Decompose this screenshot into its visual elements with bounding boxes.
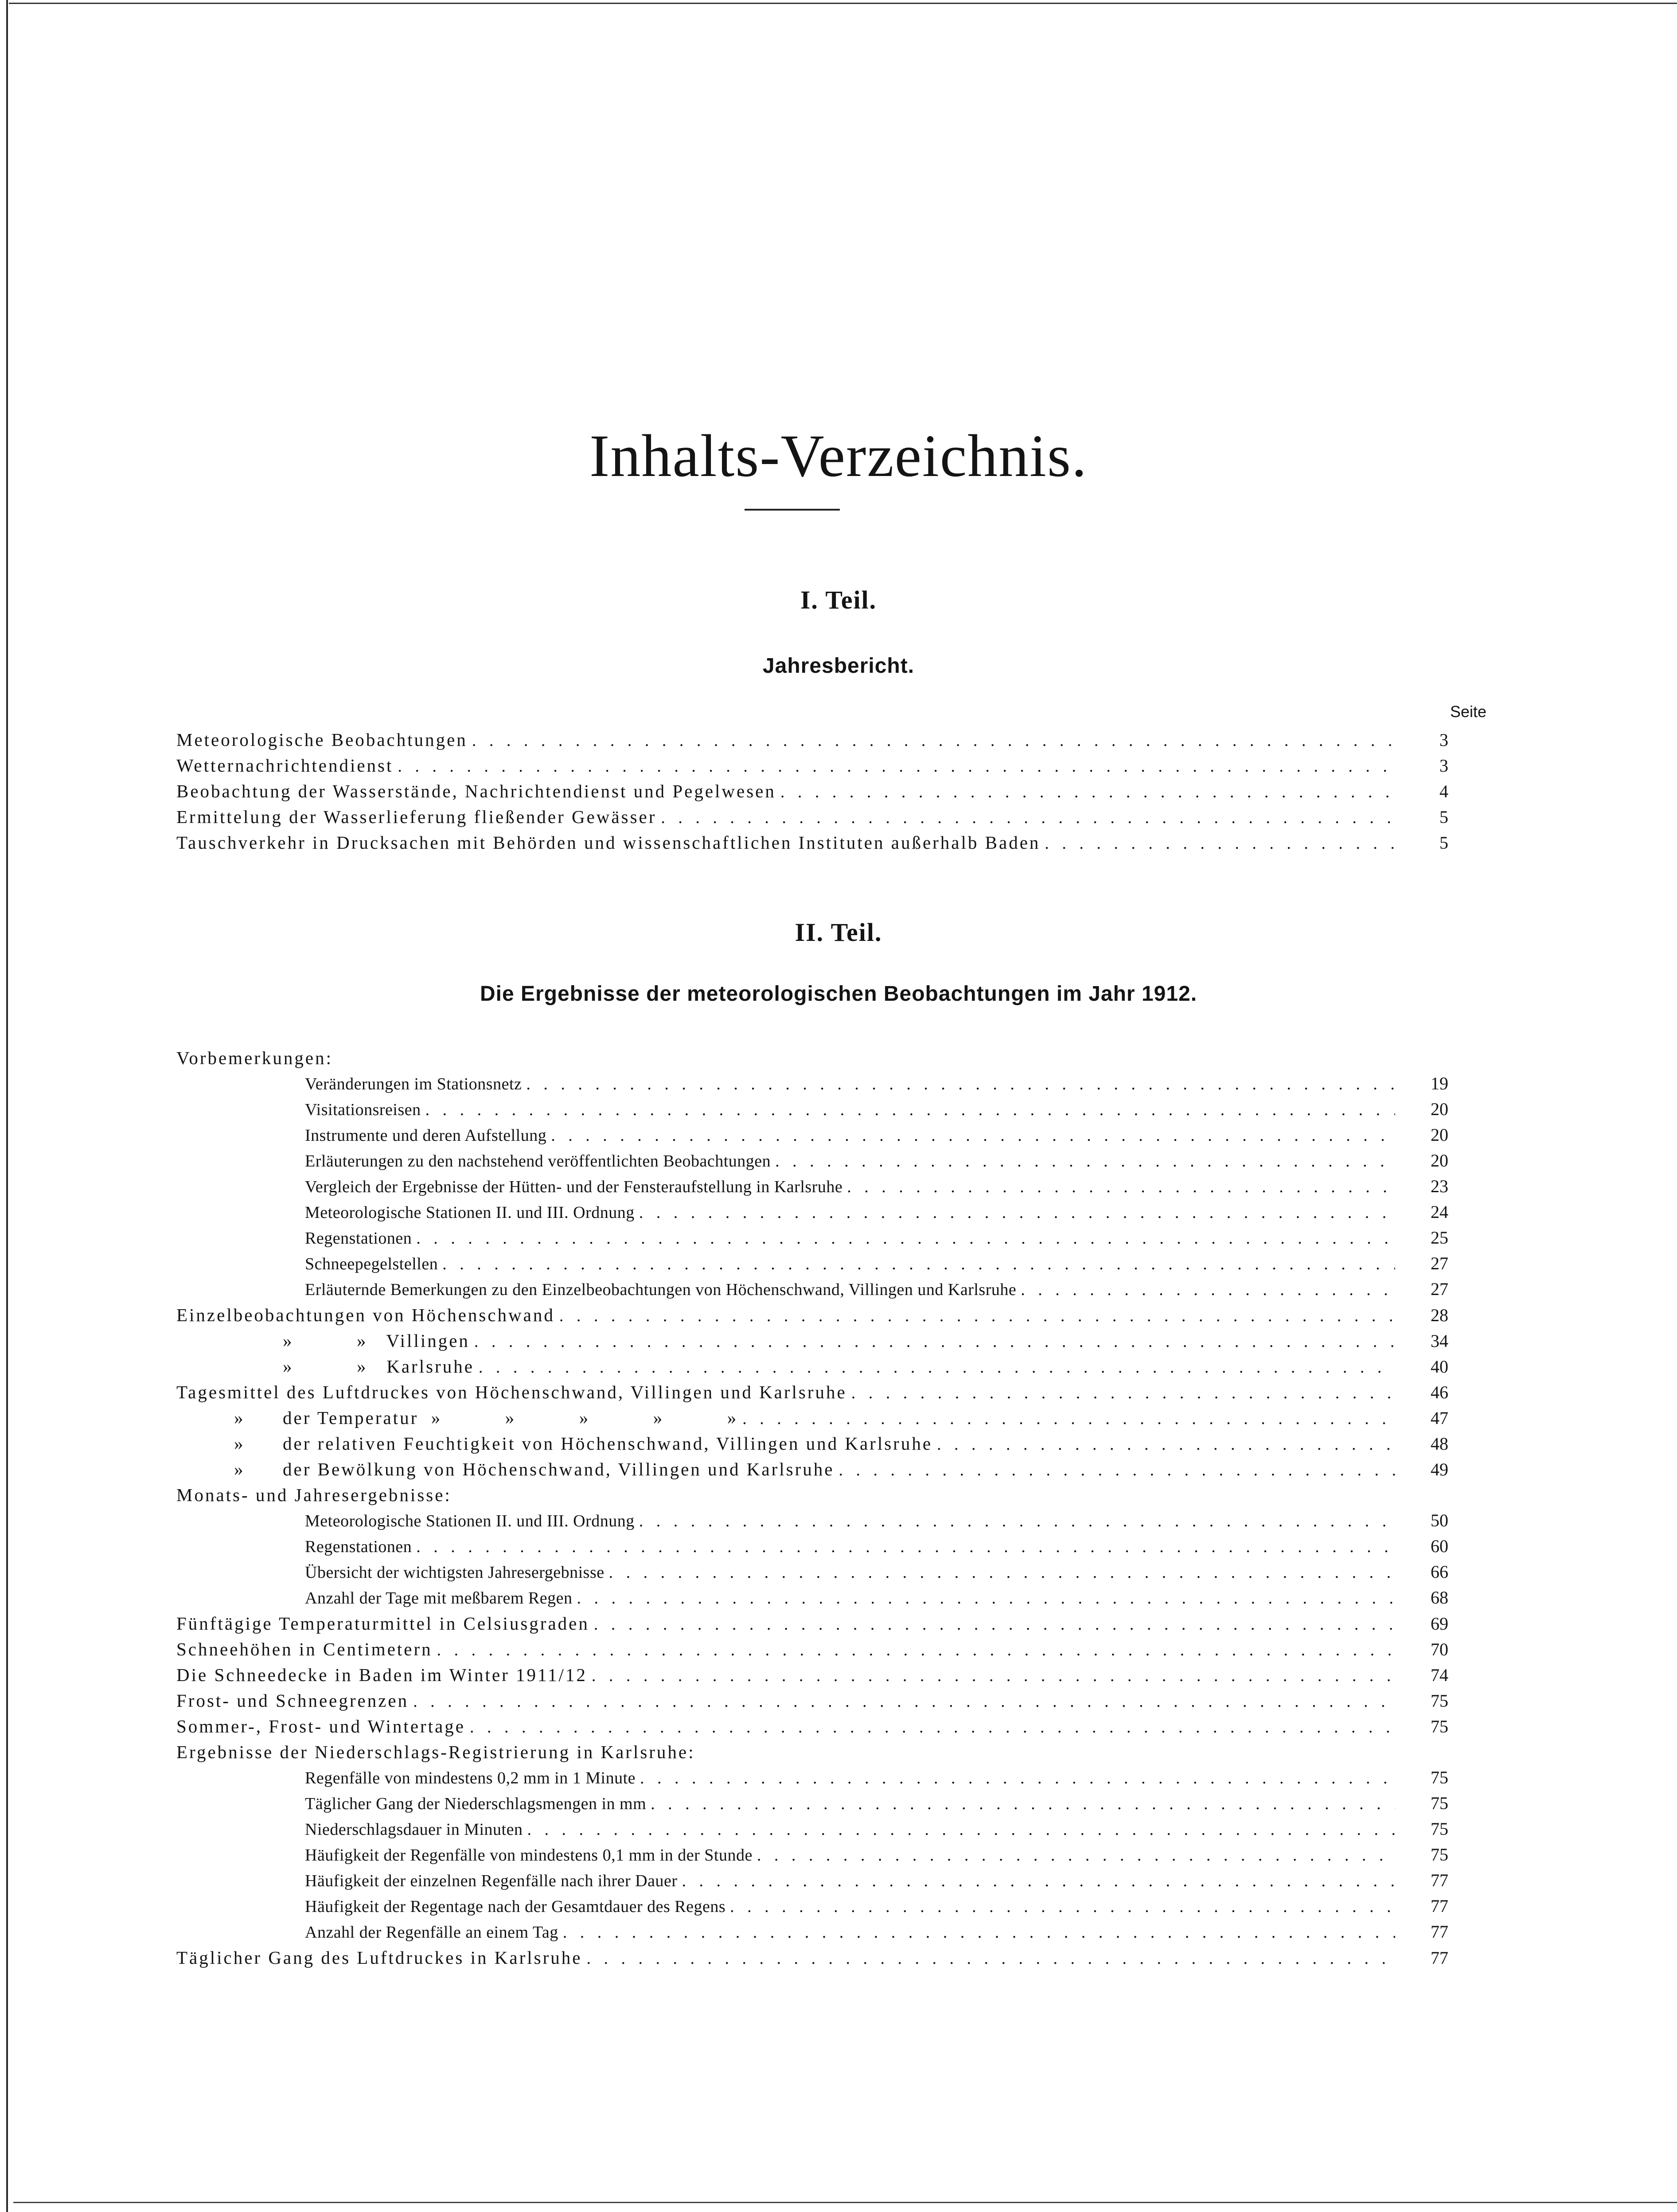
toc-entry-label: Niederschlagsdauer in Minuten bbox=[305, 1820, 523, 1839]
toc-leader bbox=[587, 1663, 1395, 1689]
toc-entry-label: Tagesmittel des Luftdruckes von Höchenschwand, Villingen und Karlsruhe bbox=[176, 1382, 847, 1402]
toc-entry-label: Erläuterungen zu den nachstehend veröffentlichten Beobachtungen bbox=[305, 1152, 771, 1170]
toc-entry-page: 75 bbox=[1431, 1819, 1448, 1839]
toc-entry-label: Anzahl der Regenfälle an einem Tag bbox=[305, 1923, 558, 1942]
toc-entry-label: Anzahl der Tage mit meßbarem Regen bbox=[305, 1589, 573, 1607]
toc-leader bbox=[646, 1791, 1395, 1817]
scan-edge-top bbox=[9, 3, 1677, 4]
toc-entry-page: 49 bbox=[1431, 1459, 1448, 1479]
part-2-toc bbox=[176, 1045, 1448, 1970]
toc-entry bbox=[176, 1611, 1448, 1636]
toc-entry-page: 23 bbox=[1431, 1176, 1448, 1196]
toc-entry-page: 20 bbox=[1431, 1151, 1448, 1170]
toc-entry-page: 75 bbox=[1431, 1793, 1448, 1813]
toc-entry-page: 77 bbox=[1431, 1870, 1448, 1890]
toc-entry-page: 70 bbox=[1431, 1639, 1448, 1659]
toc-entry-page: 75 bbox=[1431, 1767, 1448, 1787]
toc-leader bbox=[409, 1689, 1395, 1714]
toc-entry-ditto bbox=[176, 1354, 1448, 1379]
toc-leader bbox=[635, 1508, 1395, 1534]
toc-leader bbox=[834, 1457, 1395, 1483]
toc-entry-page: 47 bbox=[1431, 1408, 1448, 1428]
toc-leader bbox=[776, 779, 1395, 805]
toc-entry-page: 68 bbox=[1431, 1588, 1448, 1607]
toc-entry-page: 24 bbox=[1431, 1202, 1448, 1222]
toc-entry-label: Schneehöhen in Centimetern bbox=[176, 1639, 433, 1659]
toc-entry bbox=[176, 753, 1448, 778]
toc-entry-page: 75 bbox=[1431, 1717, 1448, 1736]
toc-entry bbox=[176, 1636, 1448, 1662]
toc-leader bbox=[847, 1380, 1395, 1406]
toc-leader bbox=[1040, 831, 1395, 856]
part-1-subtitle: Jahresbericht. bbox=[762, 654, 915, 678]
toc-entry-label: Regenstationen bbox=[305, 1537, 412, 1556]
toc-entry-label: Häufigkeit der einzelnen Regenfälle nach ihrer Dauer bbox=[305, 1872, 678, 1890]
page-column-label: Seite bbox=[1450, 702, 1486, 721]
toc-leader bbox=[412, 1225, 1395, 1251]
toc-entry-page: 75 bbox=[1431, 1691, 1448, 1711]
toc-entry-page: 3 bbox=[1439, 756, 1448, 776]
toc-entry bbox=[176, 1713, 1448, 1739]
toc-leader bbox=[635, 1200, 1395, 1225]
toc-entry-label: Sommer-, Frost- und Wintertage bbox=[176, 1716, 465, 1736]
toc-entry bbox=[176, 1302, 1448, 1328]
toc-entry-label: Instrumente und deren Aufstellung bbox=[305, 1126, 547, 1145]
toc-entry-label: » » Karlsruhe bbox=[283, 1356, 474, 1377]
toc-entry-label: Veränderungen im Stationsnetz bbox=[305, 1075, 522, 1093]
toc-subentry bbox=[176, 1225, 1448, 1251]
toc-entry-label: Ermittelung der Wasserlieferung fließender Gewässer bbox=[176, 807, 657, 827]
toc-leader bbox=[738, 1406, 1395, 1432]
toc-entry-label: » der Temperatur » » » » » bbox=[234, 1408, 738, 1428]
toc-section-heading bbox=[176, 1739, 1448, 1765]
toc-entry-ditto bbox=[176, 1456, 1448, 1482]
toc-entry-label: » der Bewölkung von Höchenschwand, Villingen und Karlsruhe bbox=[234, 1459, 835, 1479]
toc-entry-label: Regenfälle von mindestens 0,2 mm in 1 Minute bbox=[305, 1769, 636, 1787]
toc-subentry bbox=[176, 1816, 1448, 1842]
toc-entry-ditto bbox=[176, 1431, 1448, 1456]
toc-subentry bbox=[176, 1533, 1448, 1559]
toc-leader bbox=[753, 1842, 1395, 1868]
toc-entry bbox=[176, 1945, 1448, 1970]
toc-entry-page: 69 bbox=[1431, 1614, 1448, 1634]
toc-leader bbox=[522, 1071, 1395, 1097]
toc-entry-label: Frost- und Schneegrenzen bbox=[176, 1690, 409, 1711]
toc-entry bbox=[176, 727, 1448, 753]
toc-entry bbox=[176, 1379, 1448, 1405]
toc-entry-page: 77 bbox=[1431, 1948, 1448, 1968]
toc-entry-page: 60 bbox=[1431, 1536, 1448, 1556]
toc-leader bbox=[842, 1174, 1395, 1200]
toc-entry bbox=[176, 804, 1448, 830]
toc-subentry bbox=[176, 1919, 1448, 1945]
part-2-subtitle: Die Ergebnisse der meteorologischen Beobachtungen im Jahr 1912. bbox=[480, 982, 1197, 1006]
toc-entry-label: Erläuternde Bemerkungen zu den Einzelbeobachtungen von Höchenschwand, Villingen und Karlsruhe bbox=[305, 1280, 1017, 1299]
toc-subentry bbox=[176, 1508, 1448, 1533]
scan-edge-left bbox=[6, 0, 8, 2212]
toc-entry bbox=[176, 1662, 1448, 1688]
page-title: Inhalts-Verzeichnis. bbox=[589, 423, 1088, 490]
toc-entry-page: 27 bbox=[1431, 1279, 1448, 1299]
toc-leader bbox=[438, 1251, 1395, 1277]
toc-section-heading bbox=[176, 1482, 1448, 1508]
toc-subentry bbox=[176, 1893, 1448, 1919]
toc-section-label: Monats- und Jahresergebnisse: bbox=[176, 1485, 452, 1505]
toc-subentry bbox=[176, 1122, 1448, 1148]
toc-entry-page: 20 bbox=[1431, 1125, 1448, 1145]
toc-subentry bbox=[176, 1276, 1448, 1302]
toc-entry-page: 48 bbox=[1431, 1434, 1448, 1454]
toc-entry-page: 34 bbox=[1431, 1331, 1448, 1351]
toc-section-heading bbox=[176, 1045, 1448, 1071]
scan-edge-bottom bbox=[13, 2202, 1677, 2203]
toc-entry-page: 5 bbox=[1439, 807, 1448, 827]
toc-subentry bbox=[176, 1096, 1448, 1122]
toc-leader bbox=[468, 728, 1395, 753]
toc-leader bbox=[433, 1637, 1395, 1663]
toc-entry-label: » der relativen Feuchtigkeit von Höchenschwand, Villingen und Karlsruhe bbox=[234, 1433, 933, 1454]
toc-entry-page: 19 bbox=[1431, 1073, 1448, 1093]
toc-entry-page: 77 bbox=[1431, 1922, 1448, 1942]
toc-leader bbox=[412, 1534, 1395, 1560]
toc-leader bbox=[636, 1765, 1395, 1791]
title-divider bbox=[745, 509, 840, 511]
toc-subentry bbox=[176, 1251, 1448, 1276]
toc-leader bbox=[465, 1714, 1395, 1740]
toc-subentry bbox=[176, 1842, 1448, 1868]
toc-entry-label: Meteorologische Stationen II. und III. Ordnung bbox=[305, 1203, 635, 1222]
toc-entry bbox=[176, 778, 1448, 804]
toc-entry-page: 66 bbox=[1431, 1562, 1448, 1582]
toc-leader bbox=[474, 1354, 1395, 1380]
toc-entry-page: 28 bbox=[1431, 1305, 1448, 1325]
toc-leader bbox=[932, 1432, 1395, 1457]
toc-entry-page: 40 bbox=[1431, 1357, 1448, 1377]
toc-leader bbox=[393, 753, 1395, 779]
toc-leader bbox=[771, 1148, 1395, 1174]
toc-leader bbox=[421, 1097, 1395, 1123]
toc-entry-ditto bbox=[176, 1328, 1448, 1354]
toc-entry-label: Häufigkeit der Regenfälle von mindestens 0,1 mm in der Stunde bbox=[305, 1846, 753, 1865]
toc-subentry bbox=[176, 1174, 1448, 1199]
toc-entry-page: 5 bbox=[1439, 833, 1448, 853]
toc-entry-page: 3 bbox=[1439, 730, 1448, 750]
toc-entry-label: Die Schneedecke in Baden im Winter 1911/12 bbox=[176, 1665, 587, 1685]
toc-entry-page: 75 bbox=[1431, 1845, 1448, 1865]
toc-subentry bbox=[176, 1071, 1448, 1096]
toc-leader bbox=[546, 1123, 1395, 1148]
toc-leader bbox=[582, 1946, 1395, 1971]
toc-entry-label: Übersicht der wichtigsten Jahresergebnisse bbox=[305, 1563, 604, 1582]
toc-entry-label: Täglicher Gang des Luftdruckes in Karlsruhe bbox=[176, 1947, 582, 1968]
toc-section-label: Ergebnisse der Niederschlags-Registrierung in Karlsruhe: bbox=[176, 1742, 695, 1762]
toc-subentry bbox=[176, 1585, 1448, 1611]
toc-entry-label: Beobachtung der Wasserstände, Nachrichtendienst und Pegelwesen bbox=[176, 781, 776, 801]
toc-entry-label: Häufigkeit der Regentage nach der Gesamtdauer des Regens bbox=[305, 1897, 726, 1916]
part-1-toc bbox=[176, 727, 1448, 855]
toc-subentry bbox=[176, 1791, 1448, 1816]
toc-entry-page: 4 bbox=[1439, 781, 1448, 801]
toc-entry-label: Vergleich der Ergebnisse der Hütten- und der Fensteraufstellung in Karlsruhe bbox=[305, 1178, 843, 1196]
toc-leader bbox=[1016, 1277, 1395, 1303]
toc-entry-label: Visitationsreisen bbox=[305, 1100, 421, 1119]
toc-leader bbox=[572, 1585, 1395, 1611]
toc-leader bbox=[558, 1919, 1395, 1945]
toc-leader bbox=[589, 1611, 1395, 1637]
toc-entry-label: Täglicher Gang der Niederschlagsmengen in mm bbox=[305, 1795, 647, 1813]
toc-subentry bbox=[176, 1765, 1448, 1791]
toc-entry-label: Wetternachrichtendienst bbox=[176, 755, 394, 776]
toc-entry-page: 27 bbox=[1431, 1253, 1448, 1273]
toc-entry-label: Einzelbeobachtungen von Höchenschwand bbox=[176, 1305, 555, 1325]
part-1-heading: I. Teil. bbox=[800, 585, 877, 614]
toc-leader bbox=[725, 1894, 1395, 1919]
toc-leader bbox=[656, 805, 1395, 831]
toc-entry-label: Regenstationen bbox=[305, 1229, 412, 1248]
toc-subentry bbox=[176, 1559, 1448, 1585]
toc-leader bbox=[677, 1868, 1395, 1894]
toc-entry-label: Schneepegelstellen bbox=[305, 1255, 438, 1273]
toc-entry-page: 25 bbox=[1431, 1228, 1448, 1248]
toc-entry-page: 74 bbox=[1431, 1665, 1448, 1685]
part-2-heading: II. Teil. bbox=[795, 918, 882, 947]
toc-entry bbox=[176, 1688, 1448, 1713]
toc-entry bbox=[176, 830, 1448, 855]
toc-leader bbox=[555, 1303, 1395, 1329]
toc-leader bbox=[604, 1560, 1395, 1585]
toc-leader bbox=[470, 1329, 1395, 1354]
toc-entry-label: Meteorologische Beobachtungen bbox=[176, 730, 468, 750]
toc-entry-label: Tauschverkehr in Drucksachen mit Behörden und wissenschaftlichen Instituten außerhalb Baden bbox=[176, 832, 1041, 853]
toc-subentry bbox=[176, 1199, 1448, 1225]
toc-entry-label: » » Villingen bbox=[283, 1330, 470, 1351]
toc-entry-ditto bbox=[176, 1405, 1448, 1431]
toc-section-label: Vorbemerkungen: bbox=[176, 1048, 333, 1068]
toc-subentry bbox=[176, 1148, 1448, 1174]
toc-subentry bbox=[176, 1868, 1448, 1893]
toc-leader bbox=[523, 1817, 1395, 1842]
toc-entry-label: Fünftägige Temperaturmittel in Celsiusgraden bbox=[176, 1613, 589, 1634]
toc-entry-page: 77 bbox=[1431, 1896, 1448, 1916]
toc-entry-page: 20 bbox=[1431, 1099, 1448, 1119]
toc-entry-page: 50 bbox=[1431, 1510, 1448, 1530]
toc-entry-page: 46 bbox=[1431, 1382, 1448, 1402]
toc-entry-label: Meteorologische Stationen II. und III. Ordnung bbox=[305, 1512, 635, 1530]
